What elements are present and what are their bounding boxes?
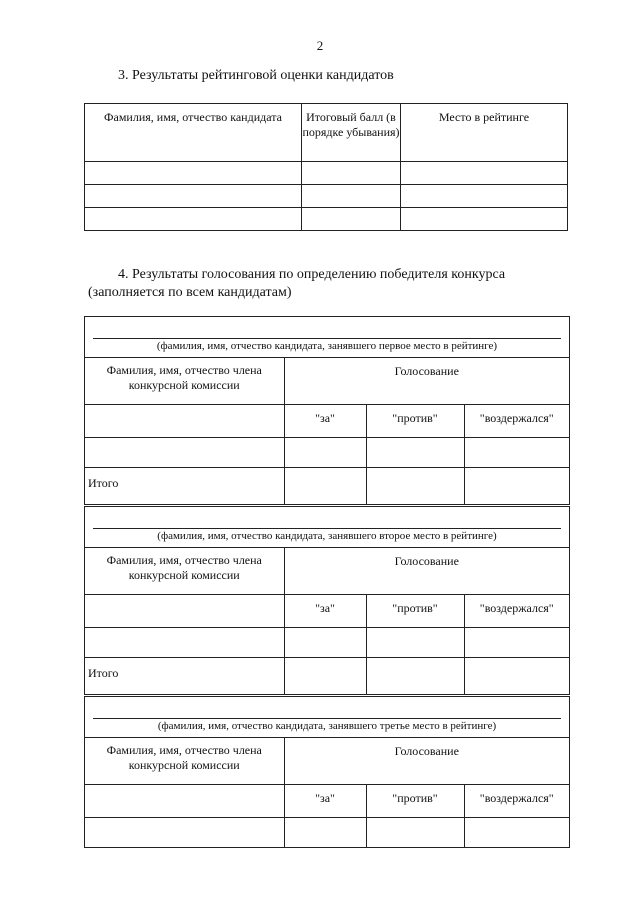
cell [284,438,366,468]
candidate-name-line [93,528,561,529]
cell [401,162,568,185]
cell [284,818,366,848]
cell [302,208,401,231]
section-4-heading [88,266,608,302]
member-header: Фамилия, имя, отчество члена конкурсной комиссии [106,553,262,582]
cell [366,658,464,695]
cell [366,438,464,468]
cell [401,185,568,208]
member-header: Фамилия, имя, отчество члена конкурсной комиссии [106,743,262,772]
total-row [85,468,569,505]
cell [85,818,284,848]
cell [464,658,569,695]
cell [85,162,302,185]
table-row [85,185,568,208]
header-row [85,548,569,595]
table-row [85,438,569,468]
option-abstained: "воздержался" [464,595,569,628]
cell [366,468,464,505]
cell [366,628,464,658]
header-row [85,358,569,405]
cell [302,185,401,208]
cell [85,628,284,658]
candidate-name-row [85,697,569,738]
option-abstained: "воздержался" [464,405,569,438]
cell [85,405,284,438]
vote-table-second-place [84,506,570,695]
cell [284,628,366,658]
option-for: "за" [284,595,366,628]
candidate-name-row [85,317,569,358]
candidate-caption: (фамилия, имя, отчество кандидата, занявшего второе место в рейтинге) [157,530,497,542]
cell [464,628,569,658]
table-row [85,818,569,848]
vote-table-third-place [84,696,570,848]
candidate-name-row [85,507,569,548]
section-4-heading-line-2: (заполняется по всем кандидатам) [88,285,292,300]
cell [284,468,366,505]
cell [401,208,568,231]
table-row [85,162,568,185]
option-for: "за" [284,405,366,438]
total-label: Итого [85,468,284,505]
option-for: "за" [284,785,366,818]
total-row [85,658,569,695]
cell [366,818,464,848]
options-row [85,785,569,818]
total-label: Итого [85,658,284,695]
candidate-caption: (фамилия, имя, отчество кандидата, занявшего третье место в рейтинге) [157,720,497,732]
voting-header: Голосование [284,358,569,405]
option-abstained: "воздержался" [464,785,569,818]
voting-header: Голосование [284,738,569,785]
header-row [85,738,569,785]
option-against: "против" [366,785,464,818]
column-header-total-score: Итоговый балл (в порядке убывания) [302,104,401,162]
option-against: "против" [366,595,464,628]
ranking-table [84,103,568,231]
options-row [85,595,569,628]
candidate-name-line [93,338,561,339]
candidate-caption: (фамилия, имя, отчество кандидата, занявшего первое место в рейтинге) [156,340,498,352]
cell [85,208,302,231]
cell [464,468,569,505]
cell [302,162,401,185]
column-header-candidate: Фамилия, имя, отчество кандидата [85,104,302,162]
cell [464,818,569,848]
options-row [85,405,569,438]
voting-header: Голосование [284,548,569,595]
cell [284,658,366,695]
cell [85,438,284,468]
cell [85,185,302,208]
cell [464,438,569,468]
table-row [85,628,569,658]
candidate-name-line [93,718,561,719]
ranking-header-row [85,104,568,162]
section-3-heading: 3. Результаты рейтинговой оценки кандидатов [118,68,394,83]
column-header-rank: Место в рейтинге [401,104,568,162]
cell [85,595,284,628]
option-against: "против" [366,405,464,438]
page-number: 2 [316,38,324,53]
member-header: Фамилия, имя, отчество члена конкурсной комиссии [106,363,262,392]
cell [85,785,284,818]
vote-table-first-place [84,316,570,505]
table-row [85,208,568,231]
section-4-heading-line-1: 4. Результаты голосования по определению победителя конкурса [118,267,506,282]
